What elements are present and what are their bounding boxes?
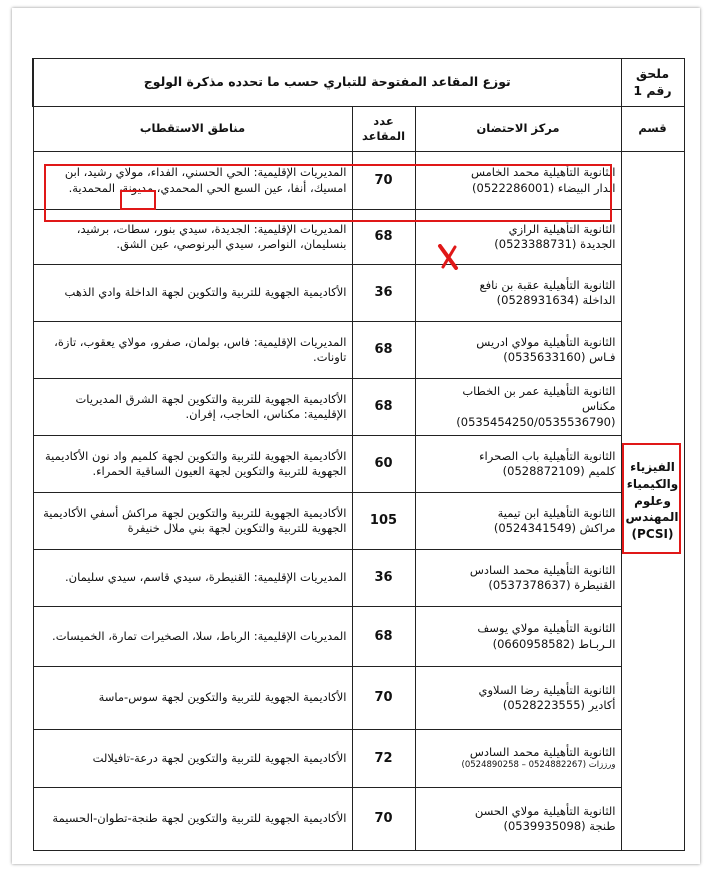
zones-cell: الأكاديمية الجهوية للتربية والتكوين لجهة الشرق المديريات الإقليمية: مكناس، الحاجب، إفران. [33,379,352,436]
zones-cell: الأكاديمية الجهوية للتربية والتكوين لجهة الداخلة وادي الذهب [33,265,352,322]
center-cell [415,607,621,667]
center-name: الثانوية التأهيلية عقبة بن نافع [479,277,616,292]
seat-count: 68 [352,379,415,436]
seat-count: 68 [352,322,415,379]
center-name: الثانوية التأهيلية مولاي يوسف [477,621,616,636]
zones-cell: المديريات الإقليمية: الحي الحسني، الفداء، مولاي رشيد، ابن امسيك، أنفا، عين السبع الحي المحمدي، مديونة، المحمدية. [33,152,352,210]
zones-cell: المديريات الإقليمية: الرباط، سلا، الصخيرات تمارة، الخميسات. [33,607,352,667]
seat-count: 68 [352,607,415,667]
center-name: الثانوية التأهيلية محمد السادس [469,562,616,577]
seat-count: 70 [352,788,415,851]
seat-count: 68 [352,210,415,265]
center-city-phone: القنيطرة (0537378637) [488,578,616,592]
center-header: مركز الاحتضان [415,107,621,152]
center-name: الثانوية التأهيلية مولاي الحسن [474,803,616,818]
center-name: الثانوية التأهيلية عمر بن الخطاب [462,384,616,399]
center-cell [415,493,621,550]
center-city-phone: أكادير (0528223555) [502,698,616,712]
center-city-phone: الدار البيضاء (0522286001) [472,180,616,195]
seat-count: 72 [352,730,415,788]
zones-cell: الأكاديمية الجهوية للتربية والتكوين لجهة كلميم واد نون الأكاديمية الجهوية للتربية والتكوين لجهة العيون الساقية الحمراء. [33,436,352,493]
zones-cell: الأكاديمية الجهوية للتربية والتكوين لجهة مراكش أسفي الأكاديمية الجهوية للتربية والتكوين لجهة بني ملال خنيفرة [33,493,352,550]
seat-count: 36 [352,550,415,607]
center-cell [415,730,621,788]
table-title: توزع المقاعد المفتوحة للتباري حسب ما تحدده مذكرة الولوج [33,59,621,107]
table-row [33,322,684,379]
center-city-phone: فـاس (0535633160) [503,350,616,364]
column-header-row [33,107,684,152]
center-name: الثانوية التأهيلية محمد السادس [469,745,616,760]
zones-header: مناطق الاستقطاب [33,107,352,152]
table-row [33,730,684,788]
center-city-phone: كلميم (0528872109) [502,464,616,478]
table-row [33,152,684,210]
center-cell [415,322,621,379]
center-city-phone: الداخلة (0528931634) [496,293,616,307]
center-city-phone: ورززات (0524882267 – 0524890258) [461,760,616,771]
center-city-phone: الـربـاط (0660958582) [492,636,616,651]
zones-cell: الأكاديمية الجهوية للتربية والتكوين لجهة سوس-ماسة [33,667,352,730]
center-cell [415,436,621,493]
center-city-phone: الجديدة (0523388731) [494,237,616,251]
seat-distribution-table [32,58,685,851]
center-name: الثانوية التأهيلية باب الصحراء [479,448,616,463]
zones-cell: الأكاديمية الجهوية للتربية والتكوين لجهة طنجة-تطوان-الحسيمة [33,788,352,851]
table-row [33,436,684,493]
zones-cell: المديريات الإقليمية: الجديدة، سيدي بنور، سطات، برشيد، بنسليمان، النواصر، سيدي البرنوصي، عين الشق. [33,210,352,265]
table-row [33,607,684,667]
center-city-phone: مكناس (0535454250/0535536790) [456,399,616,429]
table-row [33,379,684,436]
table-row [33,493,684,550]
seat-count: 70 [352,667,415,730]
seat-count: 70 [352,152,415,210]
center-cell [415,788,621,851]
seat-count: 105 [352,493,415,550]
center-cell [415,667,621,730]
center-name: الثانوية التأهيلية محمد الخامس [470,165,616,180]
zones-cell: المديريات الإقليمية: فاس، بولمان، صفرو، مولاي يعقوب، تازة، تاونات. [33,322,352,379]
zones-cell: المديريات الإقليمية: القنيطرة، سيدي قاسم، سيدي سليمان. [33,550,352,607]
center-city-phone: مراكش (0524341549) [493,521,616,535]
center-cell [415,265,621,322]
center-name: الثانوية التأهيلية مولاي ادريس [476,334,616,349]
seat-count: 60 [352,436,415,493]
table-row [33,667,684,730]
zones-cell: الأكاديمية الجهوية للتربية والتكوين لجهة درعة-تافيلالت [33,730,352,788]
division-name: الفيزياء والكيمياء وعلوم المهندس (PCSI) [621,152,684,851]
seat-count: 36 [352,265,415,322]
center-cell [415,152,621,210]
division-header: قسم [621,107,684,152]
center-name: الثانوية التأهيلية ابن تيمية [497,505,616,520]
center-cell [415,379,621,436]
center-name: الثانوية التأهيلية رضا السلاوي [478,682,616,697]
annex-label: ملحق رقم 1 [621,59,684,107]
center-cell [415,210,621,265]
center-cell [415,550,621,607]
table-row [33,550,684,607]
center-name: الثانوية التأهيلية الرازي [508,221,616,236]
table-title-row [33,59,684,107]
table-row [33,265,684,322]
table-row [33,210,684,265]
table-row [33,788,684,851]
center-city-phone: طنجة (0539935098) [503,819,616,833]
seats-header: عدد المقاعد [352,107,415,152]
